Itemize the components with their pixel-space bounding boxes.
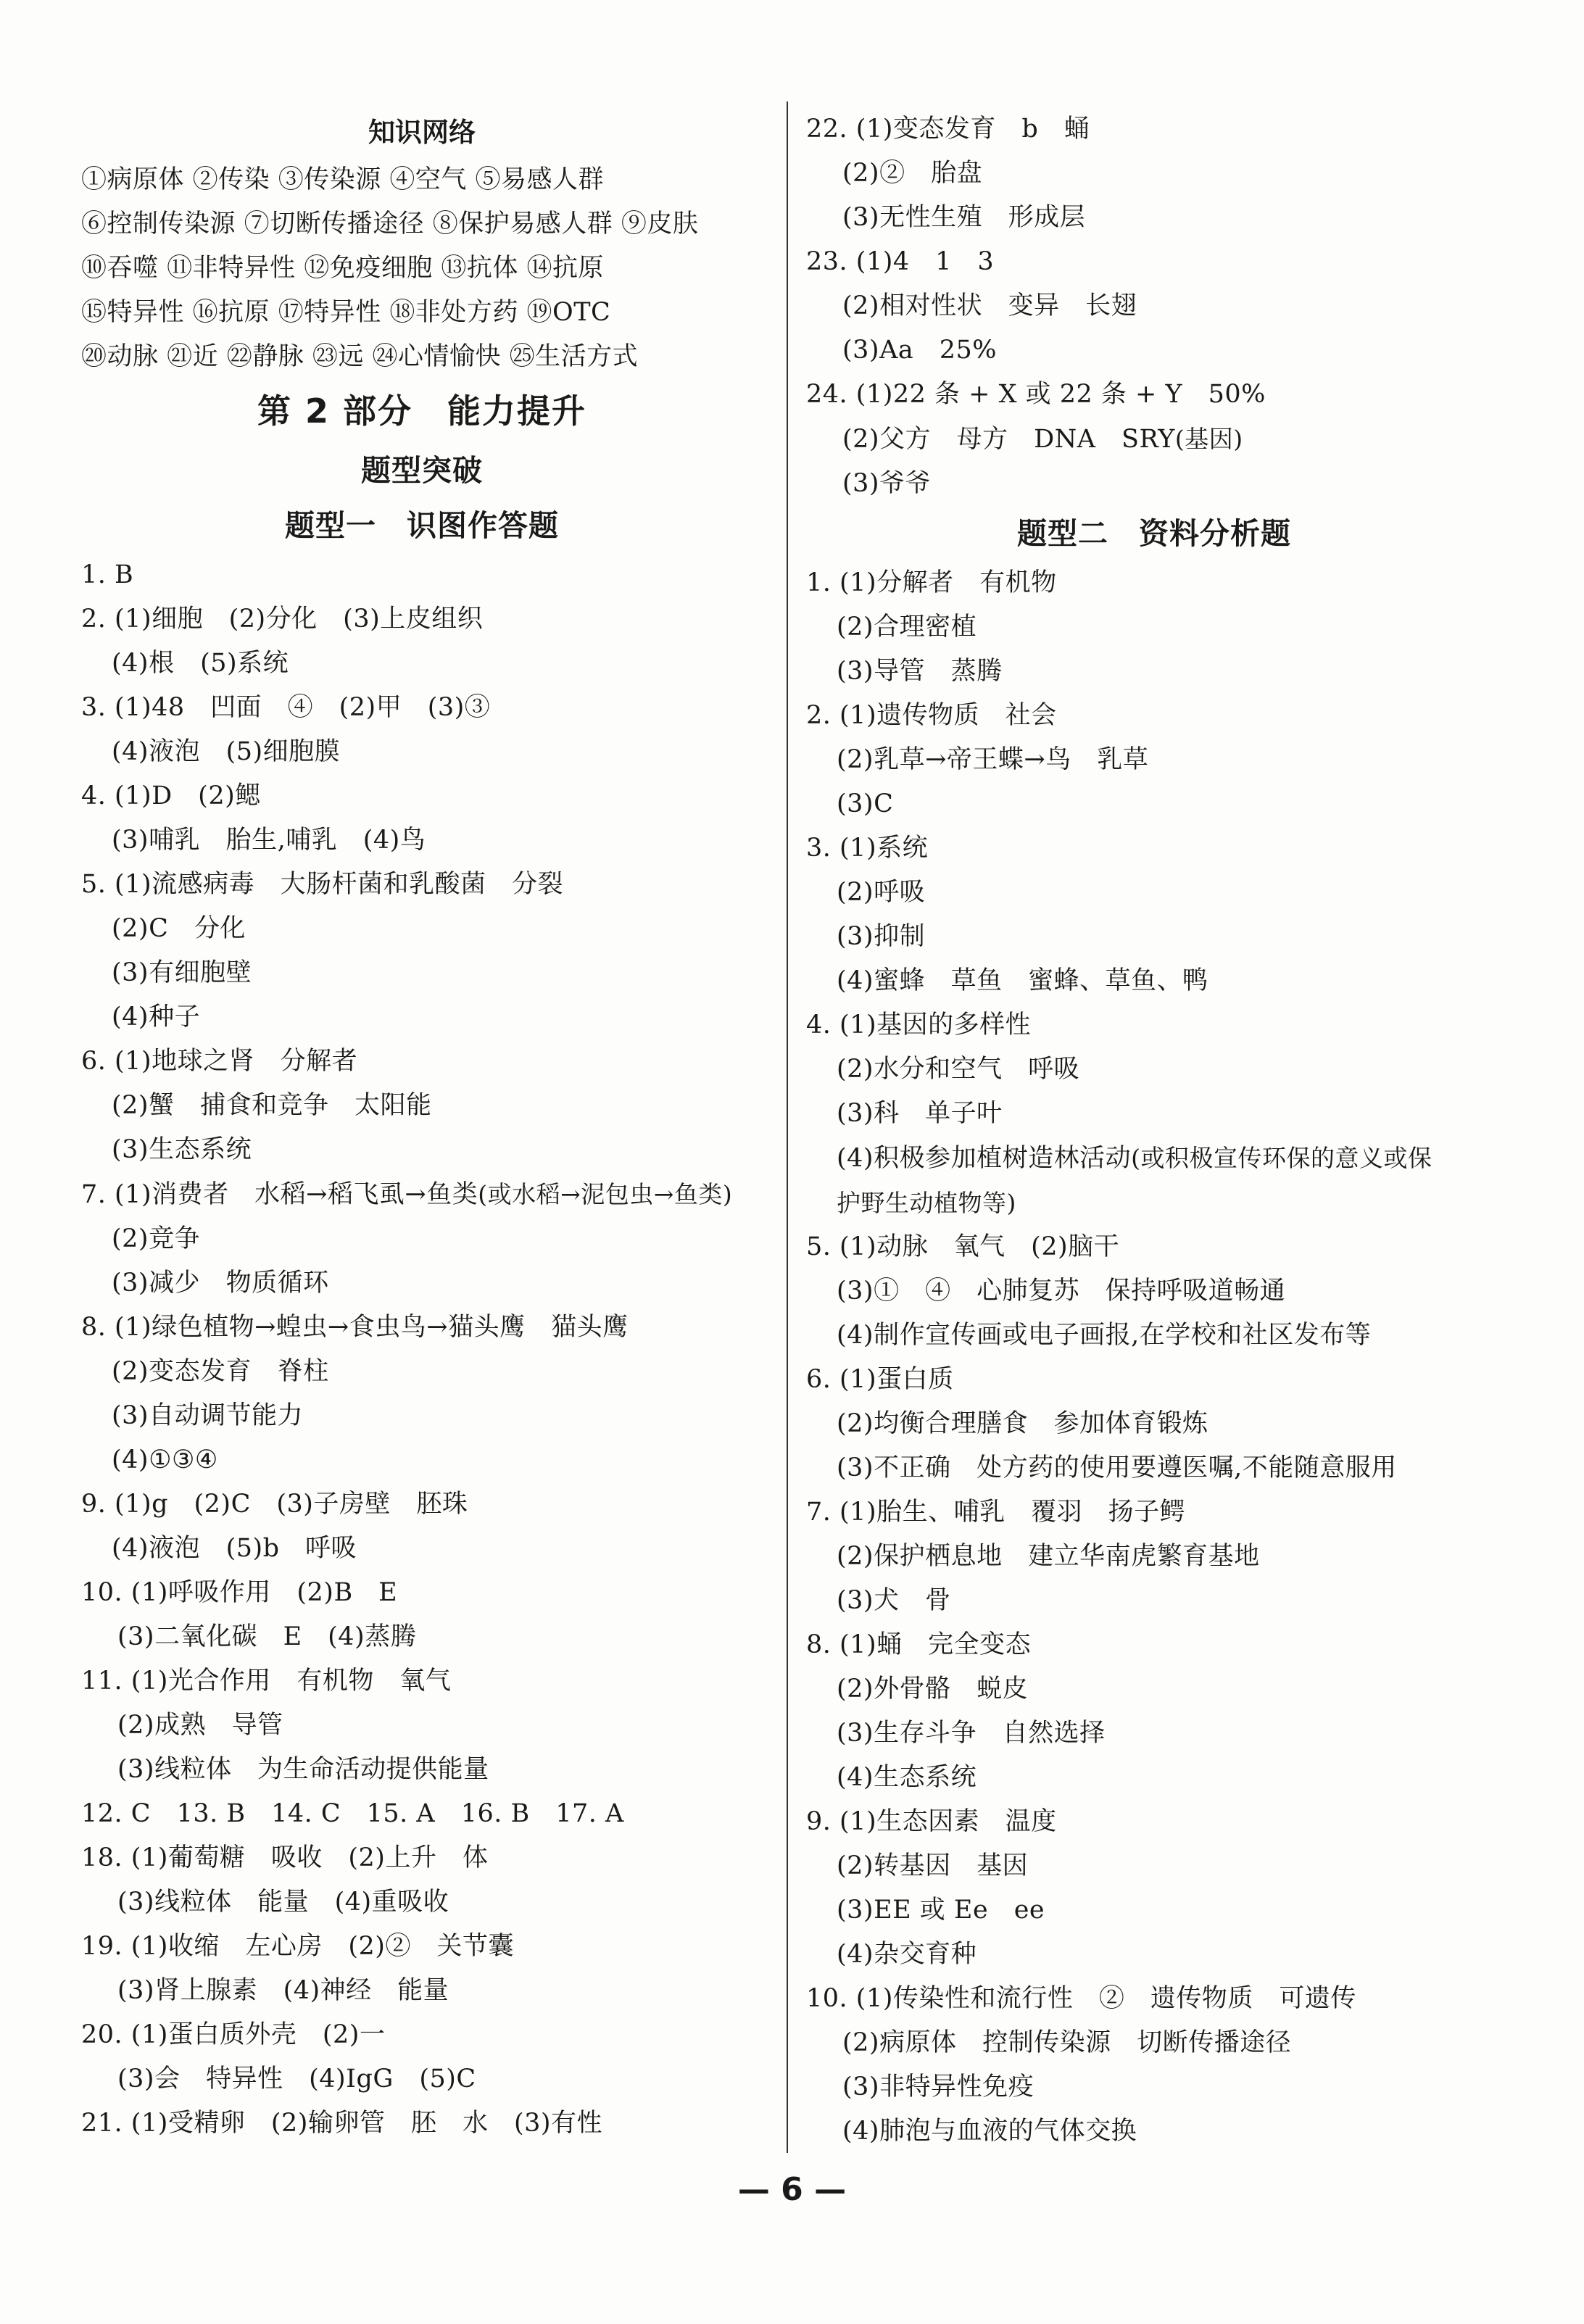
answer-line: 4. (1)基因的多样性 xyxy=(806,1010,1032,1039)
answer-line: (3)会 特异性 (4)IgG (5)C xyxy=(117,2064,476,2093)
answer-line: (4)制作宣传画或电子画报,在学校和社区发布等 xyxy=(837,1321,1372,1350)
type1-title: 题型一 识图作答题 xyxy=(285,508,559,543)
answer-line: (3)犬 骨 xyxy=(837,1586,951,1615)
answer-line: 23. (1)4 1 3 xyxy=(806,247,995,276)
answer-line: (3)不正确 处方药的使用要遵医嘱,不能随意服用 xyxy=(837,1453,1397,1482)
answer-line: (2)保护栖息地 建立华南虎繁育基地 xyxy=(837,1542,1260,1571)
answer-line: (2)呼吸 xyxy=(837,878,926,907)
answer-line xyxy=(806,417,1502,462)
knowledge-line-3: ⑩吞噬 ⑪非特异性 ⑫免疫细胞 ⑬抗体 ⑭抗原 xyxy=(81,254,605,283)
answer-line: (3)有细胞壁 xyxy=(112,958,252,987)
answer-text: (4)积极参加植树造林活动 xyxy=(837,1144,1132,1173)
answer-line: 11. (1)光合作用 有机物 氧气 xyxy=(81,1667,452,1696)
answer-line: (2)外骨骼 蜕皮 xyxy=(837,1674,1029,1703)
answer-line: (3)肾上腺素 (4)神经 能量 xyxy=(117,1976,449,2005)
answer-line: 6. (1)地球之肾 分解者 xyxy=(81,1047,358,1076)
column-divider xyxy=(787,101,788,2153)
answer-note: (或积极宣传环保的意义或保 xyxy=(1131,1144,1432,1172)
answer-line: (3)C xyxy=(837,789,894,818)
answer-line: 4. (1)D (2)鳃 xyxy=(81,781,261,810)
answer-line: (2)C 分化 xyxy=(112,914,246,943)
answer-line: 6. (1)蛋白质 xyxy=(806,1365,954,1394)
knowledge-line-1: ①病原体 ②传染 ③传染源 ④空气 ⑤易感人群 xyxy=(81,165,605,194)
knowledge-line-4: ⑮特异性 ⑯抗原 ⑰特异性 ⑱非处方药 ⑲OTC xyxy=(81,298,611,327)
answer-line: (4)生态系统 xyxy=(837,1763,977,1792)
answer-line: (2)乳草→帝王蝶→鸟 乳草 xyxy=(837,745,1149,774)
answer-line: (2)病原体 控制传染源 切断传播途径 xyxy=(842,2028,1292,2057)
answer-note: (基因) xyxy=(1174,425,1243,453)
answer-line: (3)EE 或 Ee ee xyxy=(837,1896,1045,1925)
answer-line: (2)成熟 导管 xyxy=(117,1711,283,1740)
type2-title: 题型二 资料分析题 xyxy=(1017,516,1291,551)
answer-line: 2. (1)细胞 (2)分化 (3)上皮组织 xyxy=(81,605,484,634)
section-title: 题型突破 xyxy=(361,453,483,488)
answer-line: (3)导管 蒸腾 xyxy=(837,657,1003,686)
answer-line: 9. (1)g (2)C (3)子房壁 胚珠 xyxy=(81,1490,468,1519)
answer-line: 8. (1)绿色植物→蝗虫→食虫鸟→猫头鹰 猫头鹰 xyxy=(81,1313,629,1342)
answer-line: (2)转基因 基因 xyxy=(837,1851,1029,1880)
answer-line: (4)杂交育种 xyxy=(837,1940,977,1969)
answer-line: (3)无性生殖 形成层 xyxy=(842,203,1086,232)
answer-line: (2)竞争 xyxy=(112,1224,201,1253)
answer-line: 9. (1)生态因素 温度 xyxy=(806,1807,1057,1836)
answer-line: 10. (1)呼吸作用 (2)B E xyxy=(81,1578,398,1607)
answer-line xyxy=(806,1136,1502,1181)
answer-line: 3. (1)系统 xyxy=(806,834,929,863)
answer-line: (3)哺乳 胎生,哺乳 (4)鸟 xyxy=(112,826,426,855)
answer-line: (4)液泡 (5)细胞膜 xyxy=(112,737,341,766)
answer-line: 18. (1)葡萄糖 吸收 (2)上升 体 xyxy=(81,1843,489,1872)
answer-line: (3)爷爷 xyxy=(842,469,932,498)
answer-line: (2)相对性状 变异 长翅 xyxy=(842,291,1137,320)
answer-text: 7. (1)消费者 水稻→稻飞虱→鱼类 xyxy=(81,1180,478,1209)
answer-line: (4)肺泡与血液的气体交换 xyxy=(842,2117,1137,2146)
answer-line: (3)抑制 xyxy=(837,922,926,951)
answer-line: (3)非特异性免疫 xyxy=(842,2072,1034,2101)
answer-line: (2)蟹 捕食和竞争 太阳能 xyxy=(112,1091,432,1120)
part-title: 第 2 部分 能力提升 xyxy=(257,391,587,431)
answer-line: (2)合理密植 xyxy=(837,613,977,642)
answer-line: 21. (1)受精卵 (2)输卵管 胚 水 (3)有性 xyxy=(81,2109,603,2138)
answer-line: (2)均衡合理膳食 参加体育锻炼 xyxy=(837,1409,1208,1438)
answer-line: 护野生动植物等) xyxy=(837,1189,1016,1217)
answer-text: (2)父方 母方 DNA SRY xyxy=(842,425,1175,454)
right-column xyxy=(806,107,1502,2154)
knowledge-line-5: ⑳动脉 ㉑近 ㉒静脉 ㉓远 ㉔心情愉快 ㉕生活方式 xyxy=(81,342,639,371)
answer-line: 19. (1)收缩 左心房 (2)② 关节囊 xyxy=(81,1932,514,1961)
answer-line: 20. (1)蛋白质外壳 (2)一 xyxy=(81,2020,386,2049)
answer-line: (4)①③④ xyxy=(112,1445,218,1474)
answer-line: 7. (1)胎生、哺乳 覆羽 扬子鳄 xyxy=(806,1498,1186,1527)
knowledge-line-2: ⑥控制传染源 ⑦切断传播途径 ⑧保护易感人群 ⑨皮肤 xyxy=(81,209,699,238)
answer-line: 1. B xyxy=(81,560,134,589)
answer-line xyxy=(81,1172,763,1217)
answer-line: (4)种子 xyxy=(112,1003,201,1032)
answer-line: (3)① ④ 心肺复苏 保持呼吸道畅通 xyxy=(837,1277,1286,1306)
answer-line: (3)自动调节能力 xyxy=(112,1401,304,1430)
answer-line: 1. (1)分解者 有机物 xyxy=(806,568,1057,597)
answer-line: (3)线粒体 为生命活动提供能量 xyxy=(117,1755,489,1784)
answer-line: 8. (1)蛹 完全变态 xyxy=(806,1630,1032,1659)
answer-line: 22. (1)变态发育 b 蛹 xyxy=(806,115,1090,144)
answer-line: (3)Aa 25% xyxy=(842,336,998,365)
answer-line: (3)科 单子叶 xyxy=(837,1099,1003,1128)
answer-line: (3)生存斗争 自然选择 xyxy=(837,1719,1106,1748)
knowledge-network-title: 知识网络 xyxy=(368,117,476,148)
answer-line: (4)根 (5)系统 xyxy=(112,649,289,678)
answer-line: 5. (1)动脉 氧气 (2)脑干 xyxy=(806,1232,1120,1261)
answer-line: (2)水分和空气 呼吸 xyxy=(837,1055,1080,1084)
answer-line: (4)蜜蜂 草鱼 蜜蜂、草鱼、鸭 xyxy=(837,966,1208,995)
answer-line: 10. (1)传染性和流行性 ② 遗传物质 可遗传 xyxy=(806,1984,1356,2013)
page-number: — 6 — xyxy=(737,2171,847,2208)
answer-line: (3)生态系统 xyxy=(112,1135,252,1164)
answer-line: 3. (1)48 凹面 ④ (2)甲 (3)③ xyxy=(81,693,491,722)
answer-line: (3)减少 物质循环 xyxy=(112,1269,329,1298)
left-column xyxy=(81,107,763,2146)
answer-note: (或水稻→泥包虫→鱼类) xyxy=(478,1180,733,1208)
answer-line: (2)变态发育 脊柱 xyxy=(112,1357,329,1386)
answer-line: 24. (1)22 条 + X 或 22 条 + Y 50% xyxy=(806,380,1266,409)
answer-line: (4)液泡 (5)b 呼吸 xyxy=(112,1534,357,1563)
answer-line: 2. (1)遗传物质 社会 xyxy=(806,701,1057,730)
answer-line: (3)二氧化碳 E (4)蒸腾 xyxy=(117,1622,417,1651)
answer-line: 12. C 13. B 14. C 15. A 16. B 17. A xyxy=(81,1799,624,1828)
answer-line: 5. (1)流感病毒 大肠杆菌和乳酸菌 分裂 xyxy=(81,870,564,899)
answer-line: (3)线粒体 能量 (4)重吸收 xyxy=(117,1888,449,1917)
answer-line: (2)② 胎盘 xyxy=(842,159,983,188)
